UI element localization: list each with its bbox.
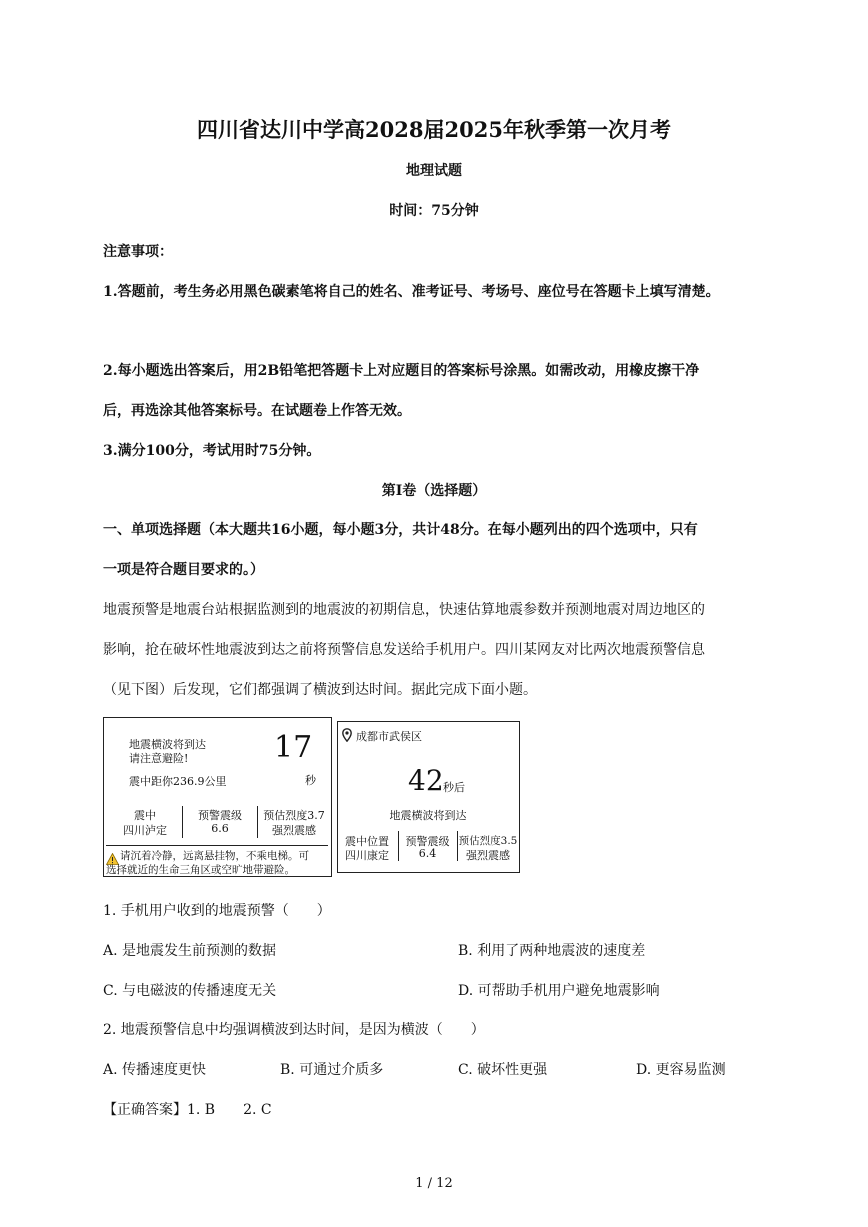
passage-line3: （见下图）后发现，它们都强调了横波到达时间。据此完成下面小题。 <box>103 682 537 698</box>
alert1-epicenter-label: 震中 <box>134 809 156 822</box>
alert1-divider-1 <box>182 806 183 838</box>
note-item-2-line2: 后，再选涂其他答案标号。在试题卷上作答无效。 <box>103 403 411 419</box>
part-heading-line1: 一、单项选择题（本大题共16小题，每小题3分，共计48分。在每小题列出的四个选项中，只有 <box>103 522 698 538</box>
alert1-divider-3 <box>106 845 328 846</box>
alert2-divider-1 <box>398 831 399 861</box>
alert-panel-1 <box>103 717 332 877</box>
alert-panel-2 <box>337 721 520 873</box>
subject-title: 地理试题 <box>406 163 462 179</box>
passage-line1: 地震预警是地震台站根据监测到的地震波的初期信息，快速估算地震参数并预测地震对周边地区的 <box>103 602 705 618</box>
alert2-magnitude-value: 6.4 <box>418 847 437 860</box>
alert2-message: 地震横波将到达 <box>389 809 467 822</box>
alert2-intensity-value: 强烈震感 <box>466 849 510 862</box>
note-item-1: 1.答题前，考生务必用黑色碳素笔将自己的姓名、准考证号、考场号、座位号在答题卡上填写清楚。 <box>103 284 720 300</box>
location-pin-icon <box>342 727 352 746</box>
question-2-option-d: D. 更容易监测 <box>636 1062 726 1078</box>
alert1-distance: 震中距你236.9公里 <box>129 775 227 788</box>
note-item-2-line1: 2.每小题选出答案后，用2B铅笔把答题卡上对应题目的答案标号涂黑。如需改动，用橡皮擦干净 <box>103 363 700 379</box>
alert1-intensity-value: 强烈震感 <box>272 824 316 837</box>
alert1-line1: 地震横波将到达 <box>129 738 206 751</box>
alert1-warning-line1: 请沉着冷静，远离悬挂物，不乘电梯。可 <box>120 850 309 862</box>
question-2-option-b: B. 可通过介质多 <box>280 1062 384 1078</box>
alert1-warning-line2: 选择就近的生命三角区或空旷地带避险。 <box>106 864 295 876</box>
notes-heading: 注意事项： <box>103 244 173 260</box>
question-2-option-a: A. 传播速度更快 <box>103 1062 207 1078</box>
question-1-option-d: D. 可帮助手机用户避免地震影响 <box>458 983 660 999</box>
alert1-epicenter-value: 四川泸定 <box>123 824 167 837</box>
alert1-count-unit: 秒 <box>305 774 316 787</box>
alert2-intensity-label: 预估烈度3.5 <box>458 835 518 847</box>
question-1-option-c: C. 与电磁波的传播速度无关 <box>103 983 277 999</box>
alert1-magnitude-value: 6.6 <box>211 822 229 835</box>
alert1-magnitude-label: 预警震级 <box>198 809 242 822</box>
volume-title: 第Ⅰ卷（选择题） <box>381 483 487 499</box>
document-title: 四川省达川中学高2028届2025年秋季第一次月考 <box>197 117 671 142</box>
page-number: 1 / 12 <box>415 1176 453 1191</box>
question-2: 2. 地震预警信息中均强调横波到达时间，是因为横波（ ） <box>103 1022 485 1038</box>
alert2-magnitude-label: 预警震级 <box>405 835 450 848</box>
alert2-epicenter-value: 四川康定 <box>345 849 389 862</box>
note-item-3: 3.满分100分，考试用时75分钟。 <box>103 443 321 459</box>
alert2-epicenter-label: 震中位置 <box>345 835 389 848</box>
question-1-option-a: A. 是地震发生前预测的数据 <box>103 943 277 959</box>
alert1-intensity-label: 预估烈度3.7 <box>263 809 325 822</box>
passage-line2: 影响，抢在破坏性地震波到达之前将预警信息发送给手机用户。四川某网友对比两次地震预警信息 <box>103 642 705 658</box>
alert2-countdown: 42 <box>408 764 444 797</box>
question-1-option-b: B. 利用了两种地震波的速度差 <box>458 943 646 959</box>
alert1-divider-2 <box>257 806 258 838</box>
question-2-option-c: C. 破坏性更强 <box>458 1062 548 1078</box>
question-1: 1. 手机用户收到的地震预警（ ） <box>103 903 331 919</box>
alert1-line2: 请注意避险! <box>129 752 189 765</box>
alert1-countdown: 17 <box>274 730 313 765</box>
part-heading-line2: 一项是符合题目要求的。） <box>103 562 264 578</box>
alert2-location: 成都市武侯区 <box>356 730 422 743</box>
answer-line: 【正确答案】1. B 2. C <box>103 1102 272 1118</box>
alert2-count-unit: 秒后 <box>443 781 465 794</box>
exam-time: 时间：75分钟 <box>389 203 479 219</box>
